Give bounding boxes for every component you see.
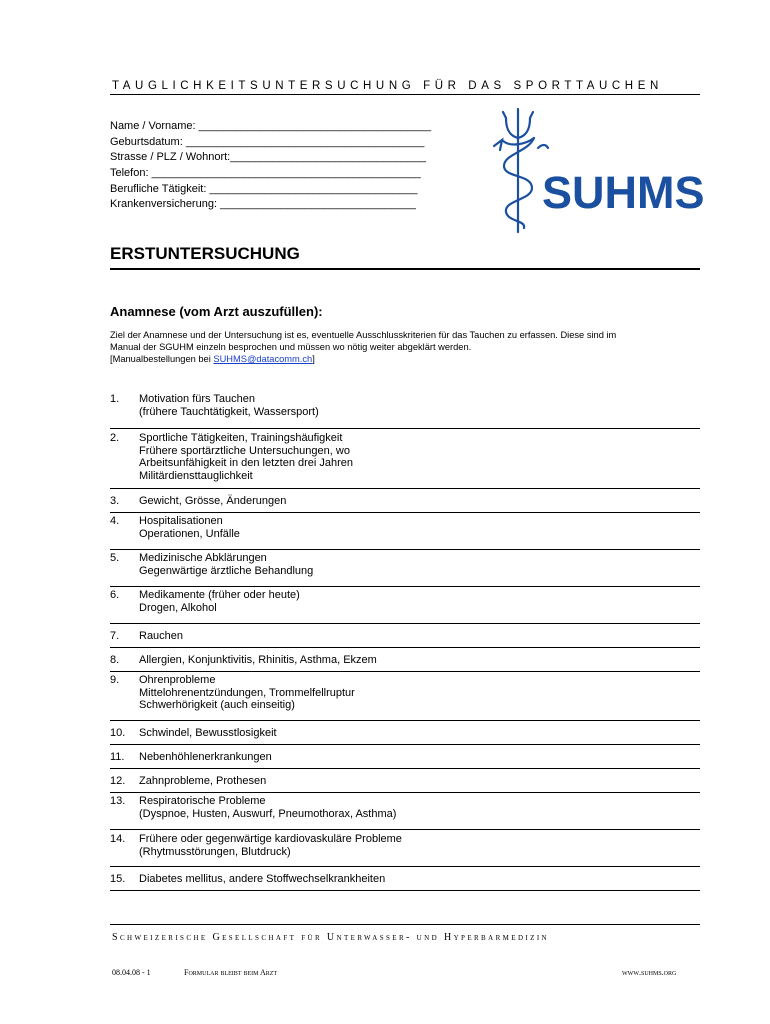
item-number: 12. [110, 775, 126, 787]
footer-rule [110, 924, 700, 925]
item-line: Medikamente (früher oder heute) [139, 589, 300, 601]
item-text [139, 552, 700, 577]
list-item [110, 429, 700, 489]
item-line: Diabetes mellitus, andere Stoffwechselkrankheiten [139, 873, 386, 885]
list-item [110, 513, 700, 550]
list-item [110, 648, 700, 672]
footer-note: Formular bleibt beim Arzt [184, 968, 278, 977]
item-text [139, 630, 700, 643]
item-line: Sportliche Tätigkeiten, Trainingshäufigkeit [139, 432, 343, 444]
item-line: (Dyspnoe, Husten, Auswurf, Pneumothorax, Asthma) [139, 807, 397, 820]
item-number: 1. [110, 393, 120, 405]
item-number: 13. [110, 795, 126, 807]
list-item [110, 624, 700, 648]
item-text [139, 795, 700, 820]
name-field[interactable]: Name / Vorname: ______________________________________ [110, 120, 432, 132]
item-number: 7. [110, 630, 120, 642]
item-text [139, 432, 700, 482]
intro-line [110, 353, 690, 365]
item-number: 10. [110, 727, 126, 739]
item-line: Respiratorische Probleme [139, 795, 266, 807]
list-item [110, 550, 700, 587]
footer-org-name: Schweizerische Gesellschaft für Unterwasser- und Hyperbarmedizin [112, 932, 550, 943]
personal-data-fields [110, 119, 431, 213]
item-text [139, 393, 700, 418]
list-item [110, 489, 700, 513]
item-text [139, 495, 700, 508]
item-text [139, 727, 700, 740]
item-line: Rauchen [139, 630, 184, 642]
item-line: Medizinische Abklärungen [139, 552, 267, 564]
suhms-logo [490, 108, 705, 238]
list-item [110, 721, 700, 745]
intro-prefix: [Manualbestellungen bei [110, 354, 214, 364]
logo-text: SUHMS [542, 167, 705, 218]
list-item [110, 867, 700, 891]
item-number: 3. [110, 495, 120, 507]
phone-field[interactable]: Telefon: ____________________________________________ [110, 167, 421, 180]
list-item [110, 587, 700, 624]
list-item [110, 793, 700, 830]
list-item [110, 745, 700, 769]
item-line: Motivation fürs Tauchen [139, 393, 255, 405]
item-line: Gewicht, Grösse, Änderungen [139, 495, 287, 507]
intro-suffix: ] [312, 354, 315, 364]
trident-snake-icon [490, 108, 705, 238]
birthdate-field[interactable]: Geburtsdatum: _______________________________________ [110, 135, 425, 148]
list-item [110, 769, 700, 793]
item-line: (frühere Tauchtätigkeit, Wassersport) [139, 405, 319, 418]
item-line: Frühere oder gegenwärtige kardiovaskuläre Probleme [139, 833, 402, 845]
item-number: 15. [110, 873, 126, 885]
title-rule [110, 94, 700, 95]
item-text [139, 515, 700, 540]
item-text [139, 833, 700, 858]
item-line: Allergien, Konjunktivitis, Rhinitis, Asthma, Ekzem [139, 654, 377, 666]
item-number: 14. [110, 833, 126, 845]
item-line: Arbeitsunfähigkeit in den letzten drei Jahren [139, 457, 354, 470]
item-line: Militärdiensttauglichkeit [139, 469, 253, 482]
list-item [110, 830, 700, 867]
item-line: (Rhytmusstörungen, Blutdruck) [139, 845, 291, 858]
list-item [110, 672, 700, 721]
item-line: Hospitalisationen [139, 515, 223, 527]
insurance-field[interactable]: Krankenversicherung: ________________________________ [110, 198, 416, 211]
section-title: ERSTUNTERSUCHUNG [110, 244, 300, 263]
item-text [139, 775, 700, 788]
intro-line: Manual der SGUHM einzeln besprochen und müssen wo nötig weiter abgeklärt werden. [110, 342, 472, 352]
item-line: Schwerhörigkeit (auch einseitig) [139, 699, 295, 712]
footer-date-code: 08.04.08 - 1 [112, 968, 151, 977]
anamnesis-list [110, 390, 700, 891]
item-line: Frühere sportärztliche Untersuchungen, wo [139, 444, 350, 457]
item-text [139, 589, 700, 614]
intro-text [110, 329, 690, 365]
section-rule [110, 268, 700, 270]
item-line: Schwindel, Bewusstlosigkeit [139, 727, 277, 739]
footer-website: www.suhms.org [622, 968, 677, 977]
item-line: Zahnprobleme, Prothesen [139, 775, 267, 787]
item-line: Operationen, Unfälle [139, 527, 240, 540]
intro-line: Ziel der Anamnese und der Untersuchung ist es, eventuelle Ausschlusskriterien für das Tauchen zu erfassen. Diese sind im [110, 330, 617, 340]
occupation-field[interactable]: Berufliche Tätigkeit: __________________________________ [110, 182, 418, 195]
item-text [139, 654, 700, 667]
item-number: 5. [110, 552, 120, 564]
item-line: Mittelohrenentzündungen, Trommelfellruptur [139, 686, 355, 699]
item-number: 2. [110, 432, 120, 444]
document-title: TAUGLICHKEITSUNTERSUCHUNG FÜR DAS SPORTTAUCHEN [112, 80, 663, 92]
item-text [139, 873, 700, 886]
item-number: 8. [110, 654, 120, 666]
item-line: Nebenhöhlenerkrankungen [139, 751, 272, 763]
subsection-title: Anamnese (vom Arzt auszufüllen): [110, 304, 323, 319]
item-line: Drogen, Alkohol [139, 601, 217, 614]
item-number: 4. [110, 515, 120, 527]
list-item [110, 390, 700, 429]
email-link[interactable]: SUHMS@datacomm.ch [213, 354, 313, 364]
item-text [139, 674, 700, 712]
item-line: Gegenwärtige ärztliche Behandlung [139, 564, 314, 577]
item-number: 6. [110, 589, 120, 601]
item-line: Ohrenprobleme [139, 674, 216, 686]
item-number: 11. [110, 751, 125, 763]
item-number: 9. [110, 674, 120, 686]
address-field[interactable]: Strasse / PLZ / Wohnort:________________________________ [110, 151, 426, 164]
item-text [139, 751, 700, 764]
